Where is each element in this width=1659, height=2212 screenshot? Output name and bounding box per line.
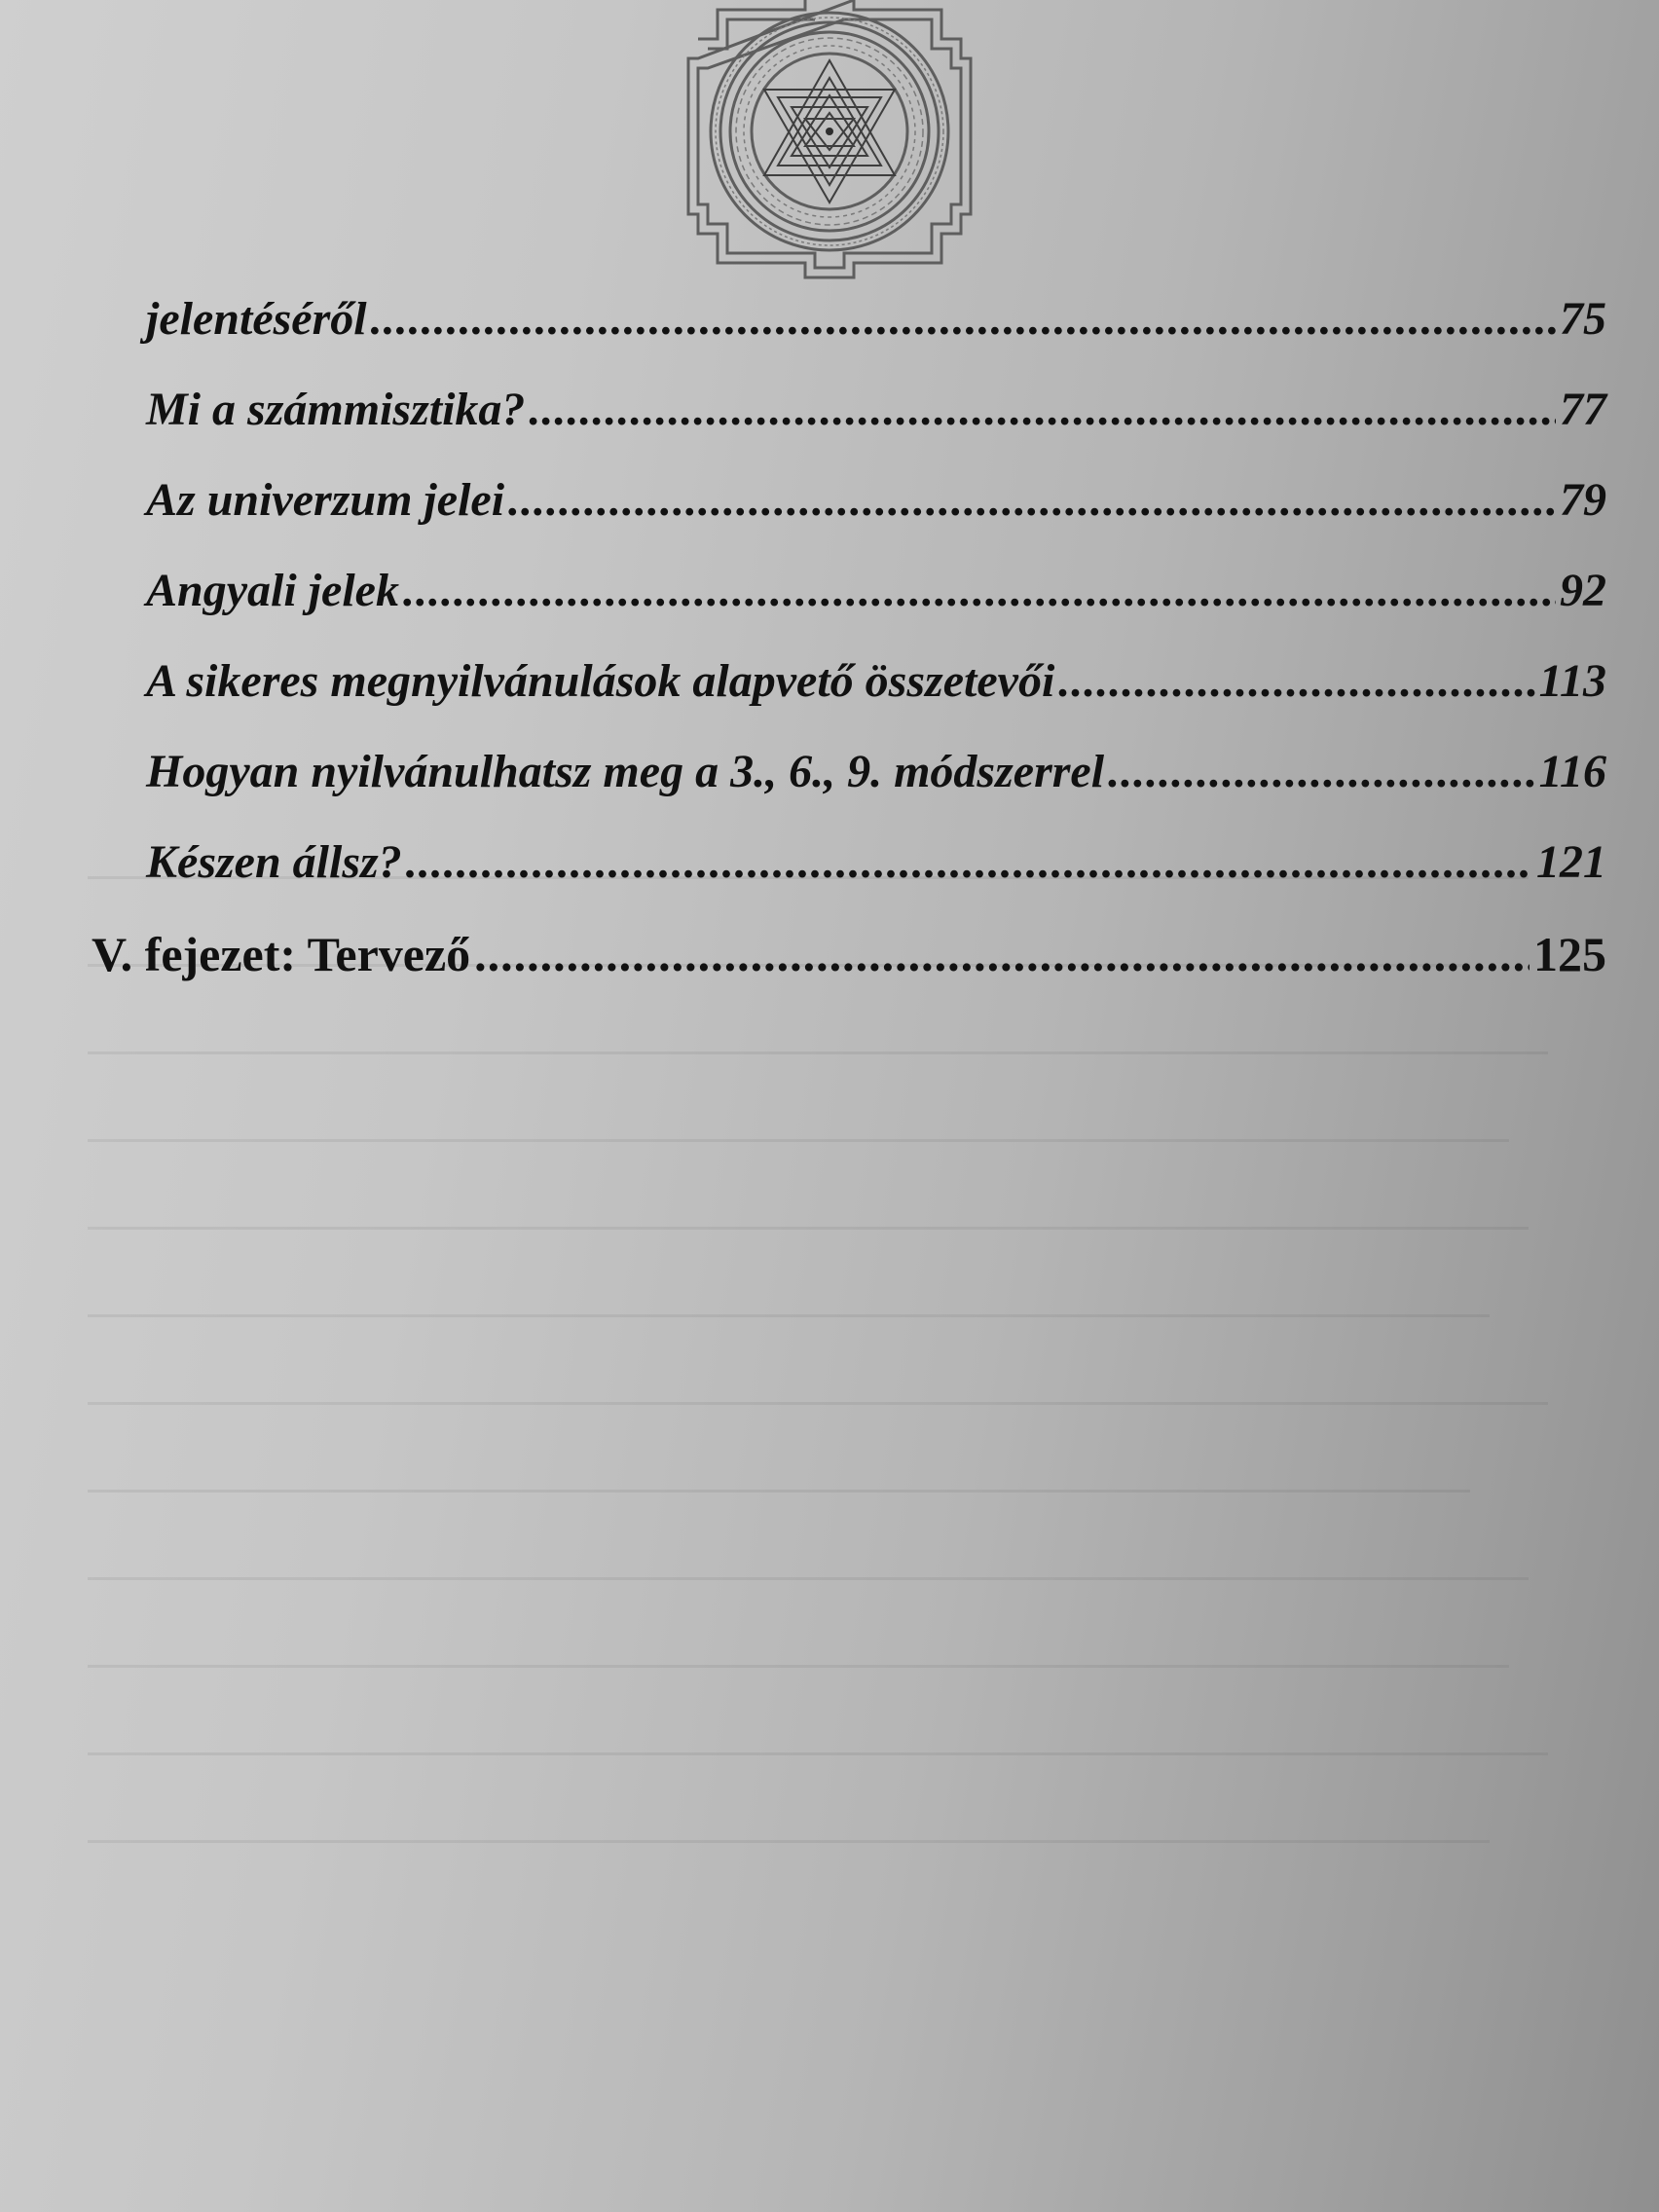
toc-entry-title: Készen állsz?: [146, 836, 402, 888]
toc-entry-title: Angyali jelek: [146, 565, 399, 616]
toc-entry-page: 121: [1536, 836, 1606, 888]
dot-leader: [371, 292, 1556, 346]
toc-entry-title: Az univerzum jelei: [146, 474, 505, 526]
toc-chapter-page: 125: [1533, 927, 1606, 981]
toc-entry[interactable]: [146, 654, 1606, 708]
toc-entry-page: 92: [1560, 565, 1606, 616]
dot-leader: [474, 926, 1530, 982]
dot-leader: [508, 473, 1556, 527]
dot-leader: [1108, 745, 1535, 798]
toc-entry[interactable]: [146, 564, 1606, 617]
toc-entry[interactable]: [146, 473, 1606, 527]
toc-entry-page: 79: [1560, 474, 1606, 526]
toc-entry-title: A sikeres megnyilvánulások alapvető összetevői: [146, 655, 1055, 707]
toc-entry-page: 75: [1560, 293, 1606, 345]
dot-leader: [406, 835, 1532, 889]
toc-entry-page: 113: [1538, 655, 1606, 707]
toc-entry[interactable]: [146, 835, 1606, 889]
toc-chapter-entry[interactable]: [92, 926, 1606, 982]
toc-entry-page: 77: [1560, 384, 1606, 435]
bindu-dot: [826, 128, 833, 135]
dot-leader: [403, 564, 1556, 617]
dot-leader: [529, 383, 1556, 436]
toc-entry[interactable]: [146, 383, 1606, 436]
toc-entry-page: 116: [1538, 746, 1606, 797]
toc-entry-title: Hogyan nyilvánulhatsz meg a 3., 6., 9. módszerrel: [146, 746, 1105, 797]
toc-chapter-title: V. fejezet: Tervező: [92, 927, 471, 981]
sri-yantra-ornament: [679, 0, 980, 284]
toc-entry-title: Mi a számmisztika?: [146, 384, 526, 435]
toc-entry-title: jelentéséről: [146, 293, 367, 345]
dot-leader: [1058, 654, 1534, 708]
toc-entry[interactable]: [146, 745, 1606, 798]
toc-entry[interactable]: [146, 292, 1606, 346]
bleed-through-lines: [0, 837, 1659, 2200]
